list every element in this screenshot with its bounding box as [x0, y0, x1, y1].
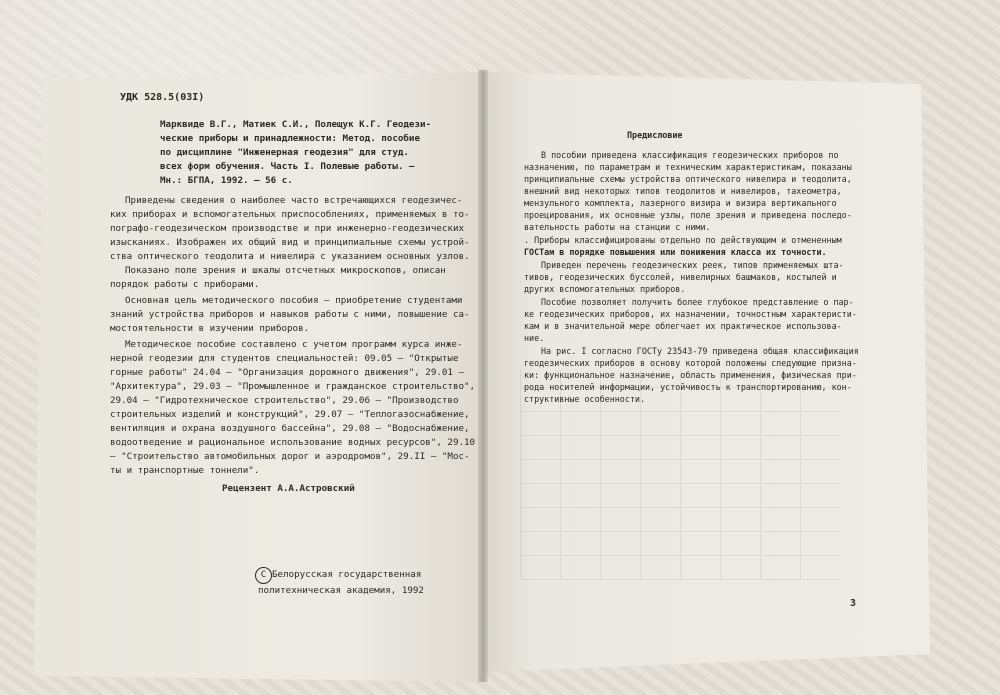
abstract-line: Показано поле зрения и шкалы отсчетных микроскопов, описан	[125, 265, 446, 276]
abstract-line: мостоятельности в изучении приборов.	[110, 323, 310, 334]
preface-line: структивные особенности.	[524, 394, 646, 404]
preface-line: кам и в значительной мере облегчает их практическое использова-	[524, 321, 842, 331]
abstract-line: Приведены сведения о наиболее часто встречающихся геодезичес-	[125, 195, 463, 206]
abstract-line: порядок работы с приборами.	[110, 279, 260, 290]
abstract-line: вентиляция и охрана воздушного бассейна", 29.08 – "Водоснабжение,	[110, 423, 470, 434]
abstract-line: пографо-геодезическом производстве и при инженерно-геодезических	[110, 223, 465, 234]
abstract-line: водоотведение и рациональное использование водных ресурсов", 29.10	[110, 437, 476, 448]
abstract-line: горные работы" 24.04 – "Организация дорожного движения", 29.01 –	[110, 367, 465, 378]
preface-heading: Предисловие	[627, 130, 683, 140]
preface-line: вательность работы на станции с ними.	[524, 222, 711, 232]
preface-line: На рис. I согласно ГОСТу 23543-79 приведена общая классификация	[541, 346, 859, 356]
preface-line: ки: функциональное назначение, область применения, физическая при-	[524, 370, 857, 380]
preface-line: мензульного комплекта, лазерного визира и визира вертикального	[524, 198, 837, 208]
preface-line: назначению, по параметрам и техническим характеристикам, показаны	[524, 162, 852, 172]
preface-line: других вспомогательных приборов.	[524, 284, 686, 294]
preface-line: В пособии приведена классификация геодезических приборов по	[541, 150, 839, 160]
preface-line: ке геодезических приборов, их назначении, точностным характеристи-	[524, 309, 857, 319]
preface-line: проецирования, их основные узлы, поле зрения и приведена последо-	[524, 210, 852, 220]
preface-line: . Приборы классифицированы отдельно по действующим и отмененным	[524, 235, 842, 245]
citation-line: ческие приборы и принадлежности: Метод. пособие	[160, 133, 420, 144]
abstract-line: изысканиях. Изображен их общий вид и принципиальные схемы устрой-	[110, 237, 470, 248]
reviewer: Рецензент А.А.Астровский	[222, 483, 355, 494]
copyright-line: Белорусская государственная	[272, 569, 422, 580]
citation-line: Мн.: БГПА, 1992. – 56 с.	[160, 175, 293, 186]
preface-line: ГОСТам в порядке повышения или понижения класса их точности.	[524, 247, 827, 257]
preface-line: геодезических приборов в основу которой положены следующие призна-	[524, 358, 857, 368]
preface-line: Пособие позволяет получить более глубокое представление о пар-	[541, 297, 854, 307]
preface-line: Приведен перечень геодезических реек, типов применяемых шта-	[541, 260, 844, 270]
udk-code: УДК 528.5(03I)	[120, 92, 205, 103]
abstract-line: Методическое пособие составлено с учетом программ курса инже-	[125, 339, 463, 350]
preface-line: внешний вид некоторых типов теодолитов и нивелиров, тахеометра,	[524, 186, 842, 196]
abstract-line: нерной геодезии для студентов специальностей: 09.05 – "Открытые	[110, 353, 459, 364]
citation-line: Марквиде В.Г., Матиек С.И., Полещук К.Г. Геодези-	[160, 119, 432, 130]
abstract-line: ких приборах и вспомогательных приспособлениях, применяемых в то-	[110, 209, 470, 220]
citation-line: по дисциплине "Инженерная геодезия" для студ.	[160, 147, 409, 158]
abstract-line: 29.04 – "Гидротехническое строительство", 29.06 – "Производство	[110, 395, 459, 406]
preface-line: ние.	[524, 333, 545, 343]
abstract-line: ства оптического теодолита и нивелира с указанием основных узлов.	[110, 251, 470, 262]
preface-line: тивов, геодезических буссолей, нивелирных башмаков, костылей и	[524, 272, 837, 282]
abstract-line: строительных изделий и конструкций", 29.07 – "Теплогазоснабжение,	[110, 409, 470, 420]
abstract-line: знаний устройства приборов и навыков работы с ними, повышение са-	[110, 309, 470, 320]
abstract-line: "Архитектура", 29.03 – "Промышленное и гражданское строительство",	[110, 381, 476, 392]
citation-line: всех форм обучения. Часть I. Полевые работы. –	[160, 161, 415, 172]
preface-line: принципиальные схемы устройства оптического нивелира и теодолита,	[524, 174, 852, 184]
book-gutter	[478, 70, 488, 682]
page-number: 3	[850, 598, 857, 609]
abstract-line: ты и транспортные тоннели".	[110, 465, 260, 476]
copyright-icon: C	[255, 567, 272, 584]
preface-line: рода носителей информации, устойчивость к транспортированию, кон-	[524, 382, 852, 392]
abstract-line: Основная цель методического пособия – приобретение студентами	[125, 295, 463, 306]
abstract-line: – "Строительство автомобильных дорог и аэродромов", 29.II – "Мос-	[110, 451, 470, 462]
copyright-line: политехническая академия, 1992	[258, 585, 424, 596]
